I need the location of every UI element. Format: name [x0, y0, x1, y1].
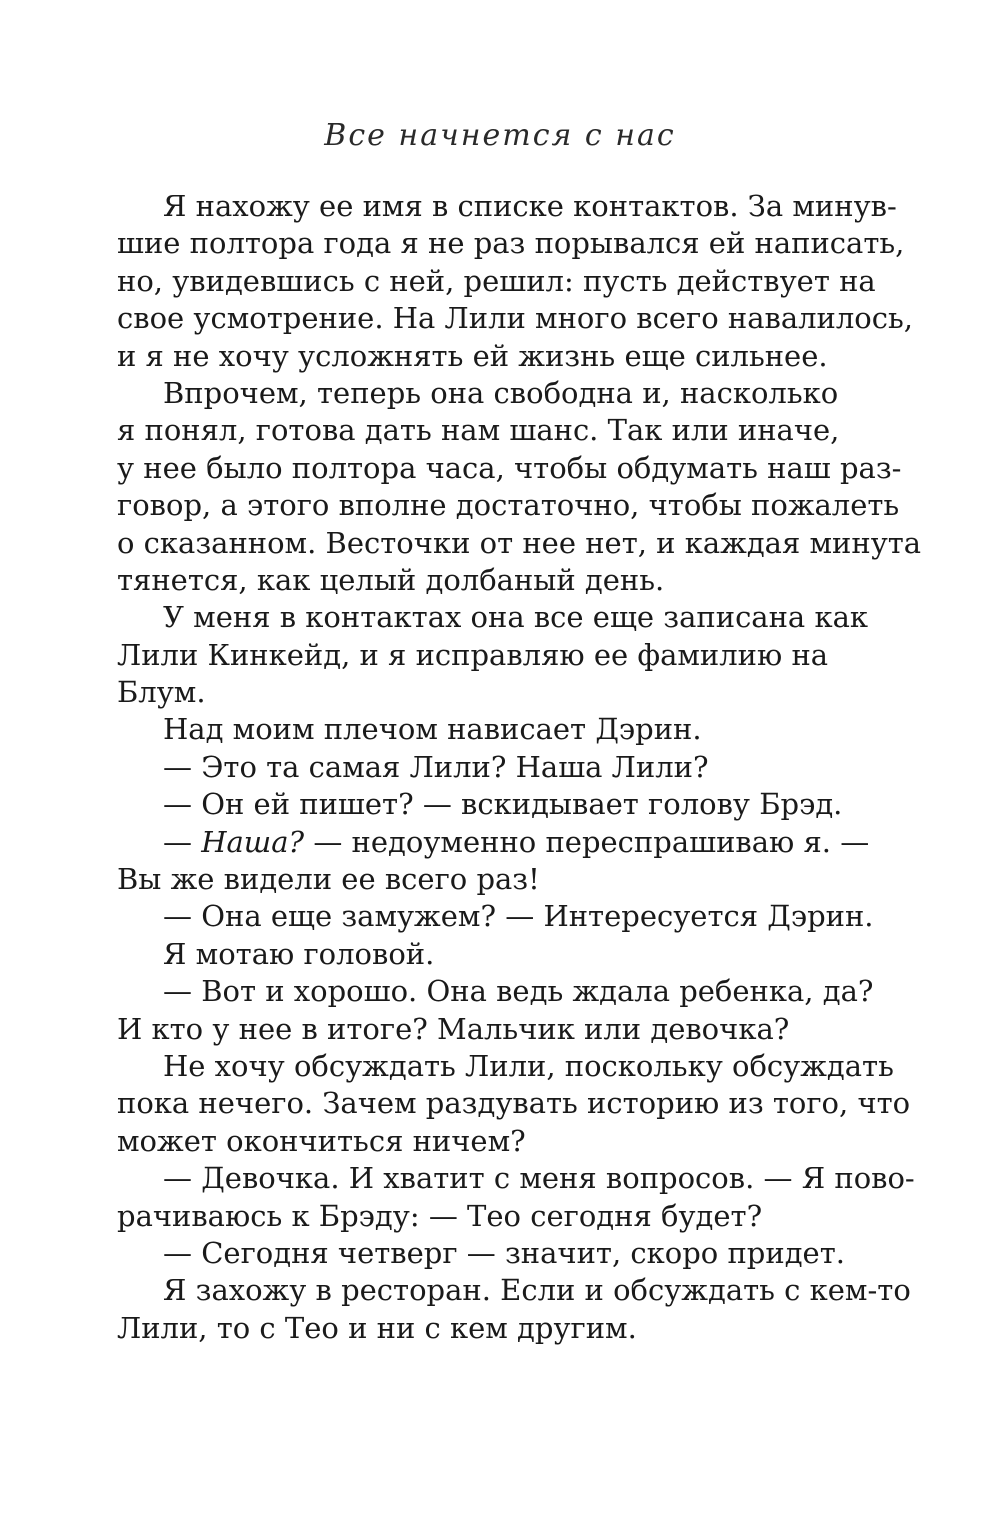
text-line: я понял, готова дать нам шанс. Так или иначе, — [117, 413, 840, 448]
text-segment: — — [163, 824, 202, 859]
text-line: — Он ей пишет? — вскидывает голову Брэд. — [163, 787, 843, 822]
text-line: о сказанном. Весточки от нее нет, и каждая минута — [117, 525, 922, 560]
text-line: У меня в контактах она все еще записана как — [163, 600, 868, 635]
text-line: — Вот и хорошо. Она ведь ждала ребенка, да? — [163, 974, 874, 1009]
text-line: Я мотаю головой. — [163, 936, 435, 971]
text-line: И кто у нее в итоге? Мальчик или девочка? — [117, 1011, 790, 1046]
text-line: у нее было полтора часа, чтобы обдумать наш раз- — [117, 450, 902, 485]
text-line: Над моим плечом нависает Дэрин. — [163, 712, 702, 747]
text-line: пока нечего. Зачем раздувать историю из того, что — [117, 1086, 911, 1121]
text-line: — Девочка. И хватит с меня вопросов. — Я пово- — [163, 1161, 915, 1196]
text-line: Я нахожу ее имя в списке контактов. За минув- — [163, 189, 897, 223]
running-head: Все начнется с нас — [324, 118, 676, 153]
italic-segment: Наша? — [201, 824, 305, 859]
text-line: — Она еще замужем? — Интересуется Дэрин. — [163, 899, 874, 934]
text-line: Я захожу в ресторан. Если и обсуждать с кем-то — [163, 1273, 911, 1308]
text-line: и я не хочу усложнять ей жизнь еще сильнее. — [117, 338, 828, 373]
text-line: Блум. — [117, 675, 206, 710]
text-line: тянется, как целый долбаный день. — [117, 562, 665, 597]
text-line: может окончиться ничем? — [117, 1123, 526, 1158]
text-line: Впрочем, теперь она свободна и, насколько — [163, 375, 839, 410]
text-line: но, увидевшись с ней, решил: пусть действует на — [117, 263, 876, 298]
text-line: Лили, то с Тео и ни с кем другим. — [117, 1310, 637, 1345]
text-line: свое усмотрение. На Лили много всего навалилось, — [117, 301, 913, 336]
text-line: шие полтора года я не раз порывался ей написать, — [117, 226, 905, 261]
text-line: — Сегодня четверг — значит, скоро придет. — [163, 1235, 845, 1270]
text-line: Лили Кинкейд, и я исправляю ее фамилию на — [117, 637, 829, 672]
text-line: Не хочу обсуждать Лили, поскольку обсуждать — [163, 1048, 894, 1083]
text-segment: — недоуменно переспрашиваю я. — — [304, 824, 870, 859]
text-line: говор, а этого вполне достаточно, чтобы пожалеть — [117, 488, 900, 523]
text-line — [117, 824, 870, 861]
text-line: Вы же видели ее всего раз! — [117, 862, 540, 897]
text-line: — Это та самая Лили? Наша Лили? — [163, 749, 709, 784]
body-text — [117, 188, 922, 1347]
text-line: рачиваюсь к Брэду: — Тео сегодня будет? — [117, 1198, 763, 1233]
